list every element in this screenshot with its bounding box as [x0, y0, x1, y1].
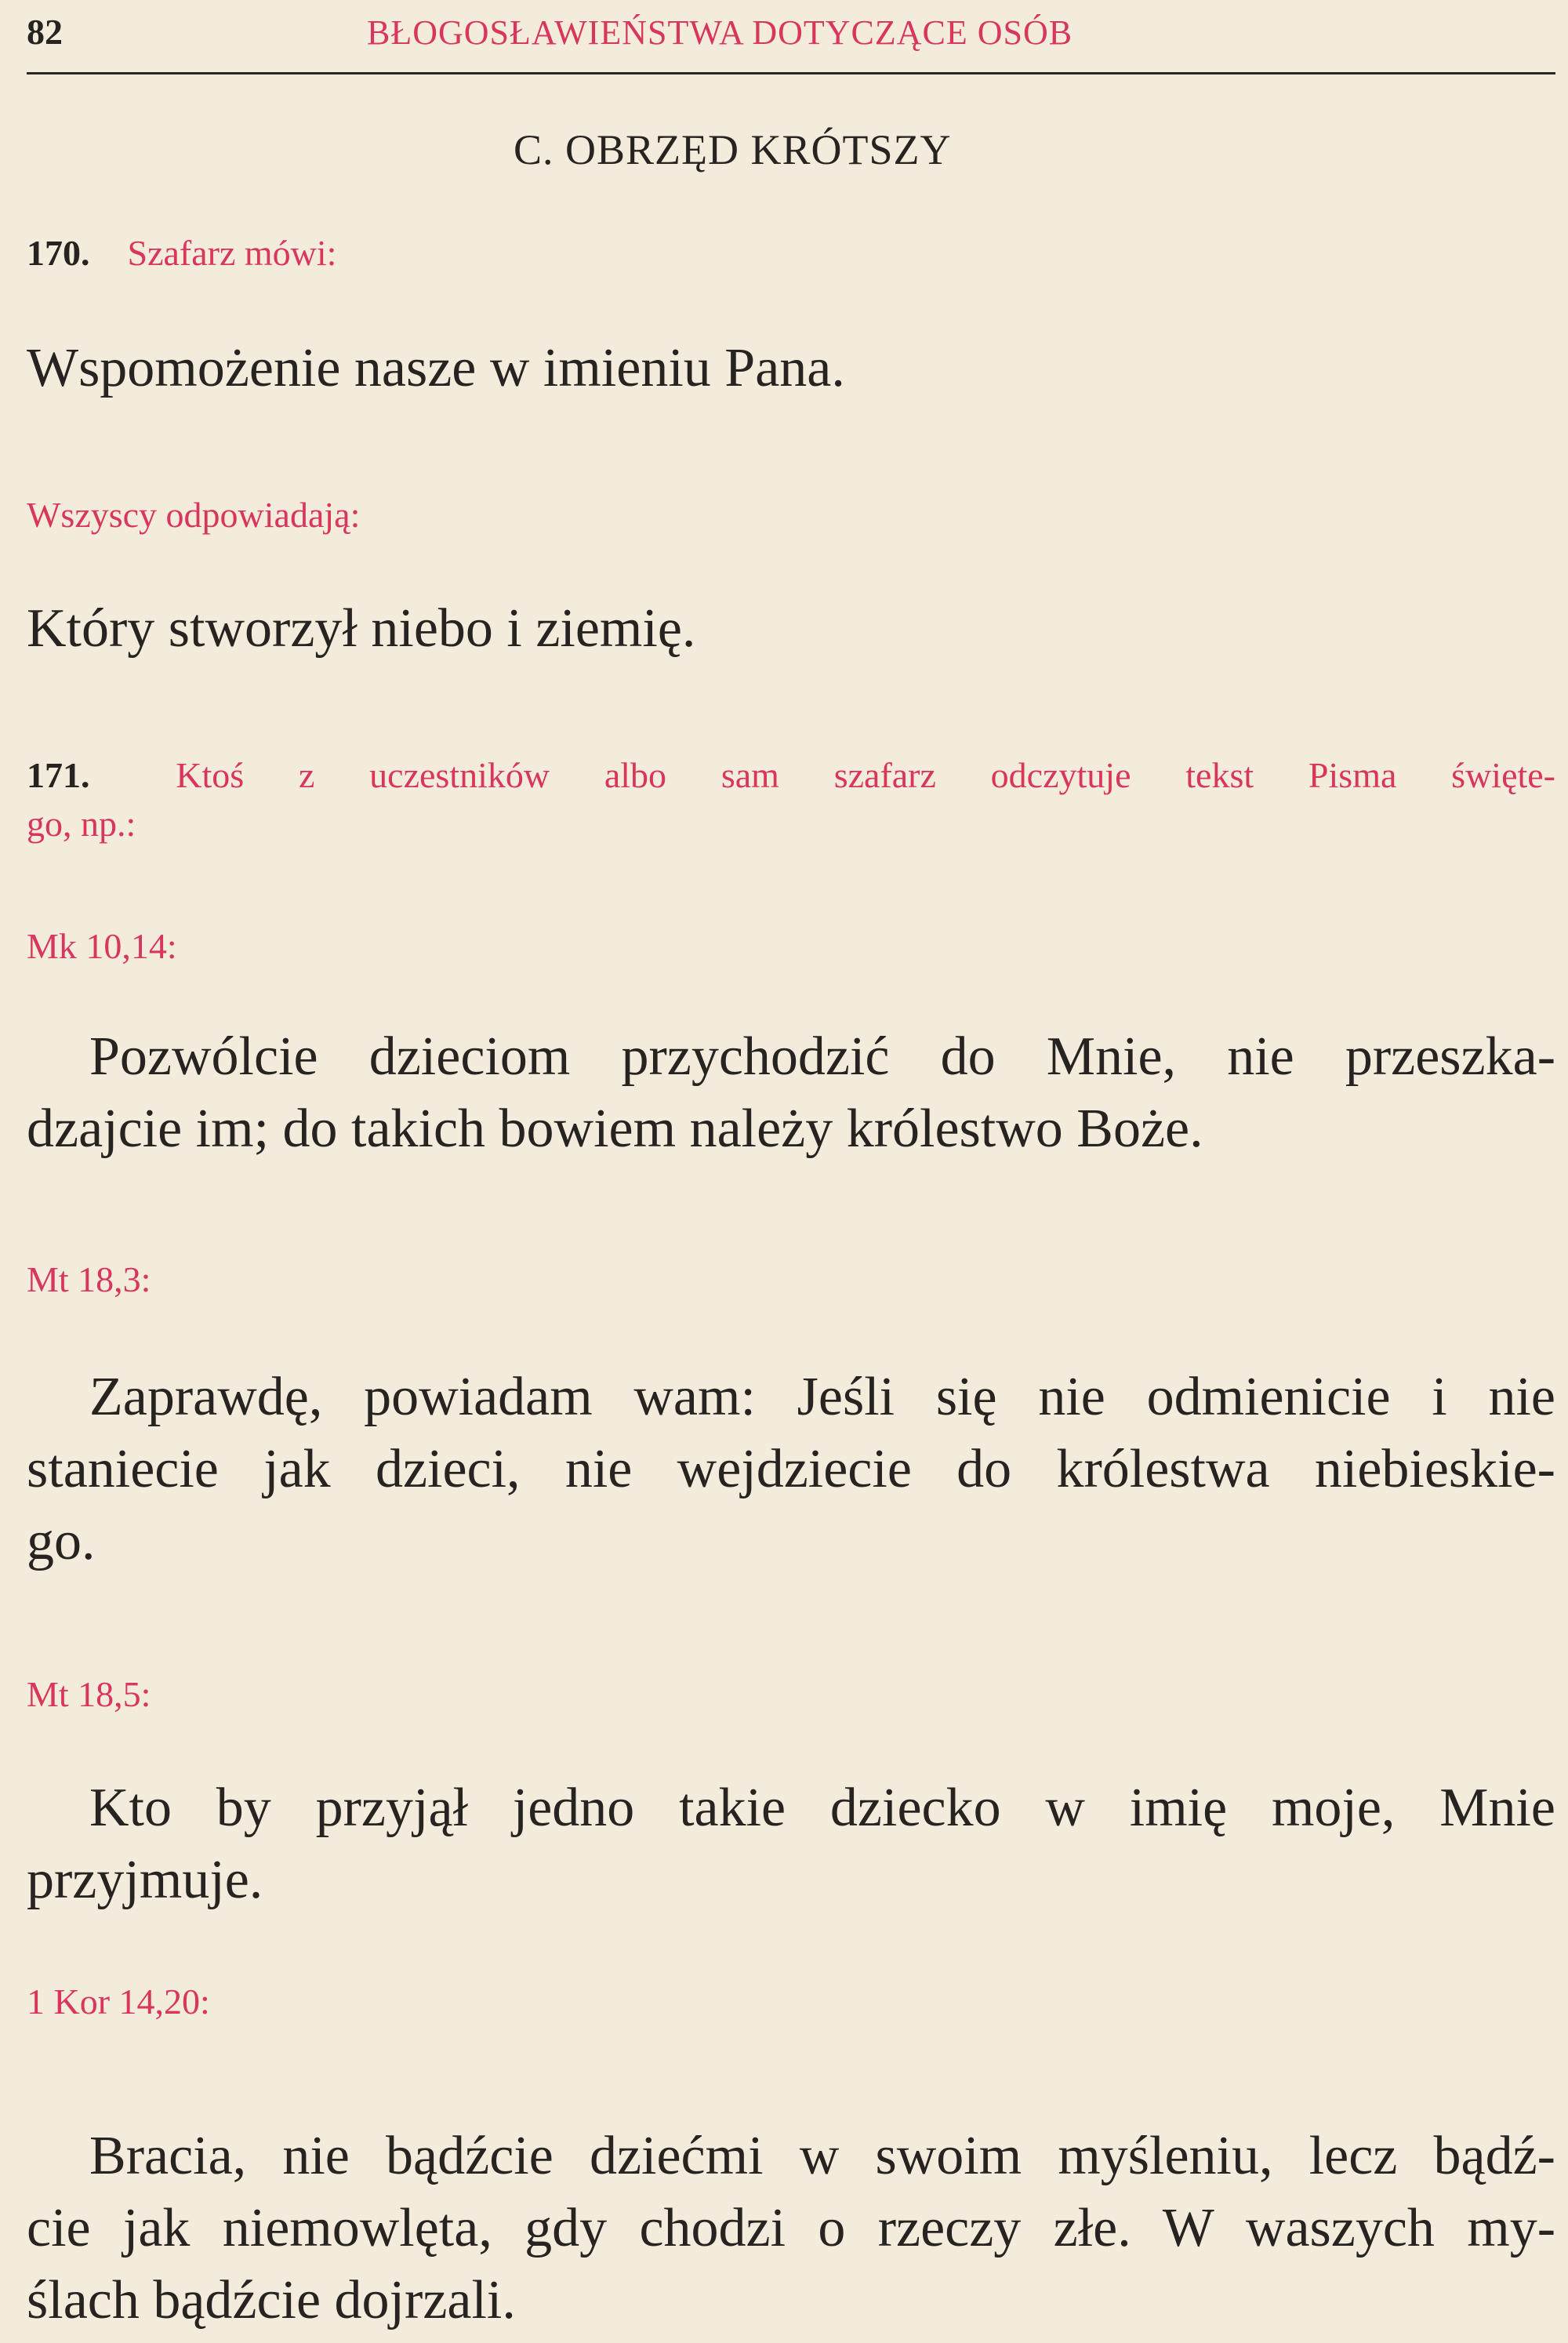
reading-text — [27, 1021, 1555, 1165]
section-title: C. OBRZĘD KRÓTSZY — [514, 126, 952, 173]
reading-line: dzajcie im; do takich bowiem należy królestwo Boże. — [27, 1099, 1203, 1159]
paragraph-number: 170. — [27, 233, 90, 273]
response-rubric: Wszyscy odpowiadają: — [27, 495, 361, 535]
rubric-line: go, np.: — [27, 804, 136, 844]
reading-text — [27, 1361, 1555, 1578]
running-title: BŁOGOSŁAWIEŃSTWA DOTYCZĄCE OSÓB — [367, 13, 1073, 52]
reading-text — [27, 1772, 1555, 1916]
versicle: Wspomożenie nasze w imieniu Pana. — [27, 338, 845, 398]
reading-line: Bracia, nie bądźcie dziećmi w swoim myśleniu, lecz bądź- — [89, 2126, 1555, 2186]
reading-reference: Mt 18,3: — [27, 1259, 151, 1299]
reading-line: przyjmuje. — [27, 1850, 263, 1910]
reading-reference: Mk 10,14: — [27, 926, 177, 966]
reading-line: staniecie jak dzieci, nie wejdziecie do królestwa niebieskie- — [27, 1439, 1555, 1499]
reading-reference: 1 Kor 14,20: — [27, 1982, 210, 2022]
page-number: 82 — [27, 12, 63, 52]
header-rule — [27, 72, 1555, 74]
reading-line: go. — [27, 1511, 96, 1571]
paragraph-171 — [27, 751, 1555, 848]
reading-line: Pozwólcie dzieciom przychodzić do Mnie, nie przeszka- — [89, 1026, 1555, 1087]
rubric-line: Ktoś z uczestników albo sam szafarz odczytuje tekst Pisma święte- — [176, 755, 1555, 795]
reading-line: ślach bądźcie dojrzali. — [27, 2270, 516, 2330]
response: Który stworzył niebo i ziemię. — [27, 598, 696, 659]
rubric: Szafarz mówi: — [127, 233, 337, 273]
reading-line: Zaprawdę, powiadam wam: Jeśli się nie odmienicie i nie — [89, 1367, 1555, 1427]
reading-line: Kto by przyjął jedno takie dziecko w imię moje, Mnie — [89, 1778, 1555, 1838]
paragraph-170-heading — [27, 232, 336, 274]
reading-line: cie jak niemowlęta, gdy chodzi o rzeczy złe. W waszych my- — [27, 2198, 1555, 2258]
reading-reference: Mt 18,5: — [27, 1674, 151, 1714]
reading-text — [27, 2120, 1555, 2337]
paragraph-number: 171. — [27, 755, 90, 795]
